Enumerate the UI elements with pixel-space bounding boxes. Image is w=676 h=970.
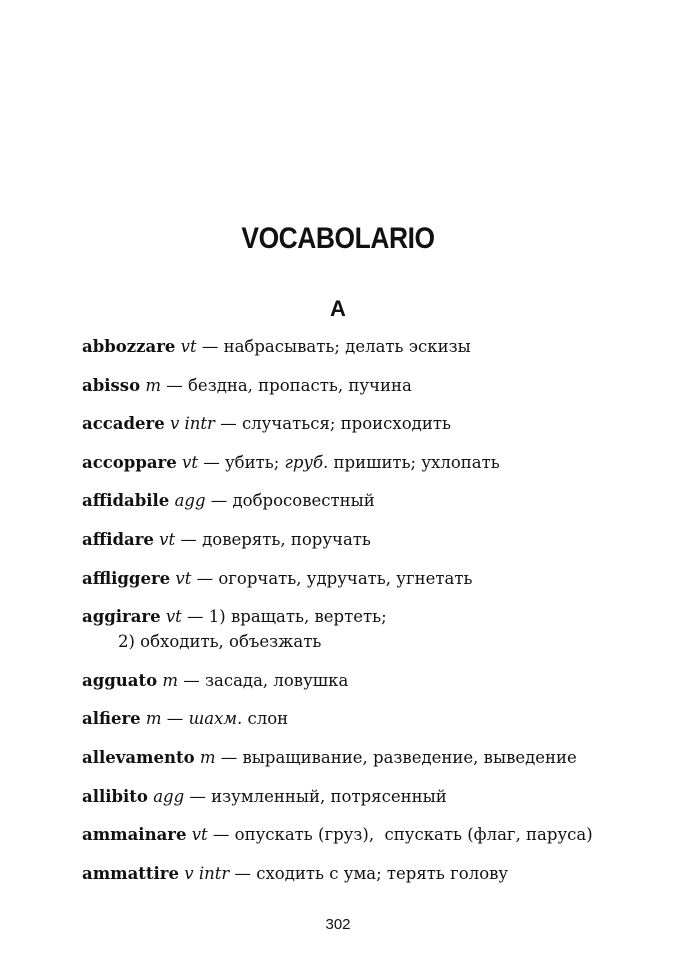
entry-term: affidabile [82, 491, 170, 511]
dictionary-entry [82, 566, 642, 591]
dictionary-entry [82, 745, 642, 770]
entry-label: груб. [284, 452, 329, 472]
entry-continuation: 2) обходить, объезжать [118, 632, 322, 652]
dictionary-entry [82, 411, 642, 436]
section-letter: A [330, 296, 346, 321]
entry-translation: — доверять, поручать [175, 529, 371, 549]
entry-translation: — сходить с ума; терять голову [229, 863, 509, 883]
entry-term: allibito [82, 786, 148, 806]
entry-grammar: vt [191, 825, 208, 845]
entry-translation: — выращивание, разведение, выведение [215, 747, 577, 767]
entry-term: agguato [82, 670, 158, 690]
entry-translation: — бездна, пропасть, пучина [161, 375, 412, 395]
entry-grammar: vt [175, 568, 192, 588]
entry-translation: — 1) вращать, вертеть; [181, 607, 387, 627]
page-number: 302 [325, 916, 351, 933]
entry-term: abbozzare [82, 337, 176, 356]
entry-translation: — добросовестный [205, 491, 375, 511]
entry-translation: — засада, ловушка [178, 670, 349, 690]
entry-translation: — опускать (груз), спускать (флаг, паруса) [207, 825, 593, 845]
entry-term: alfiere [82, 709, 141, 729]
dictionary-entry [82, 784, 642, 809]
entry-grammar: v intr [169, 414, 215, 434]
entry-grammar: m [145, 709, 162, 729]
entry-term: ammainare [82, 825, 187, 845]
entry-translation: — изумленный, потрясенный [184, 786, 447, 806]
entry-term: affliggere [82, 568, 171, 588]
entry-list [82, 334, 642, 899]
entry-term: ammattire [82, 863, 180, 883]
entry-term: accadere [82, 414, 165, 434]
dictionary-entry [82, 668, 642, 693]
dictionary-entry [82, 527, 642, 552]
entry-grammar: agg [153, 786, 185, 806]
entry-grammar: vt [180, 337, 197, 356]
entry-translation: — огорчать, удручать, угнетать [191, 568, 473, 588]
entry-translation: — убить; [197, 452, 285, 472]
dictionary-entry [82, 604, 642, 654]
entry-translation: — случаться; происходить [214, 414, 451, 434]
entry-grammar: vt [165, 607, 182, 627]
entry-term: aggirare [82, 607, 161, 627]
entry-label: шахм. [188, 709, 243, 729]
dictionary-entry [82, 822, 642, 847]
entry-grammar: vt [182, 452, 198, 472]
entry-translation: — [161, 709, 189, 729]
dictionary-entry [82, 450, 642, 475]
entry-translation: — набрасывать; делать эскизы [196, 337, 471, 356]
dictionary-entry [82, 334, 642, 359]
entry-translation: пришить; ухлопать [328, 452, 500, 472]
entry-grammar: agg [174, 491, 206, 511]
dictionary-entry [82, 861, 642, 886]
entry-term: affidare [82, 529, 154, 549]
entry-term: accoppare [82, 452, 177, 472]
entry-grammar: m [145, 375, 161, 395]
entry-grammar: m [162, 670, 178, 690]
entry-grammar: vt [159, 529, 176, 549]
entry-term: abisso [82, 375, 141, 395]
page-title: VOCABOLARIO [241, 222, 435, 255]
entry-translation: слон [242, 709, 289, 729]
dictionary-entry [82, 706, 642, 731]
entry-grammar: v intr [184, 863, 230, 883]
dictionary-entry [82, 373, 642, 398]
entry-term: allevamento [82, 747, 195, 767]
dictionary-entry [82, 488, 642, 513]
entry-grammar: m [199, 747, 216, 767]
